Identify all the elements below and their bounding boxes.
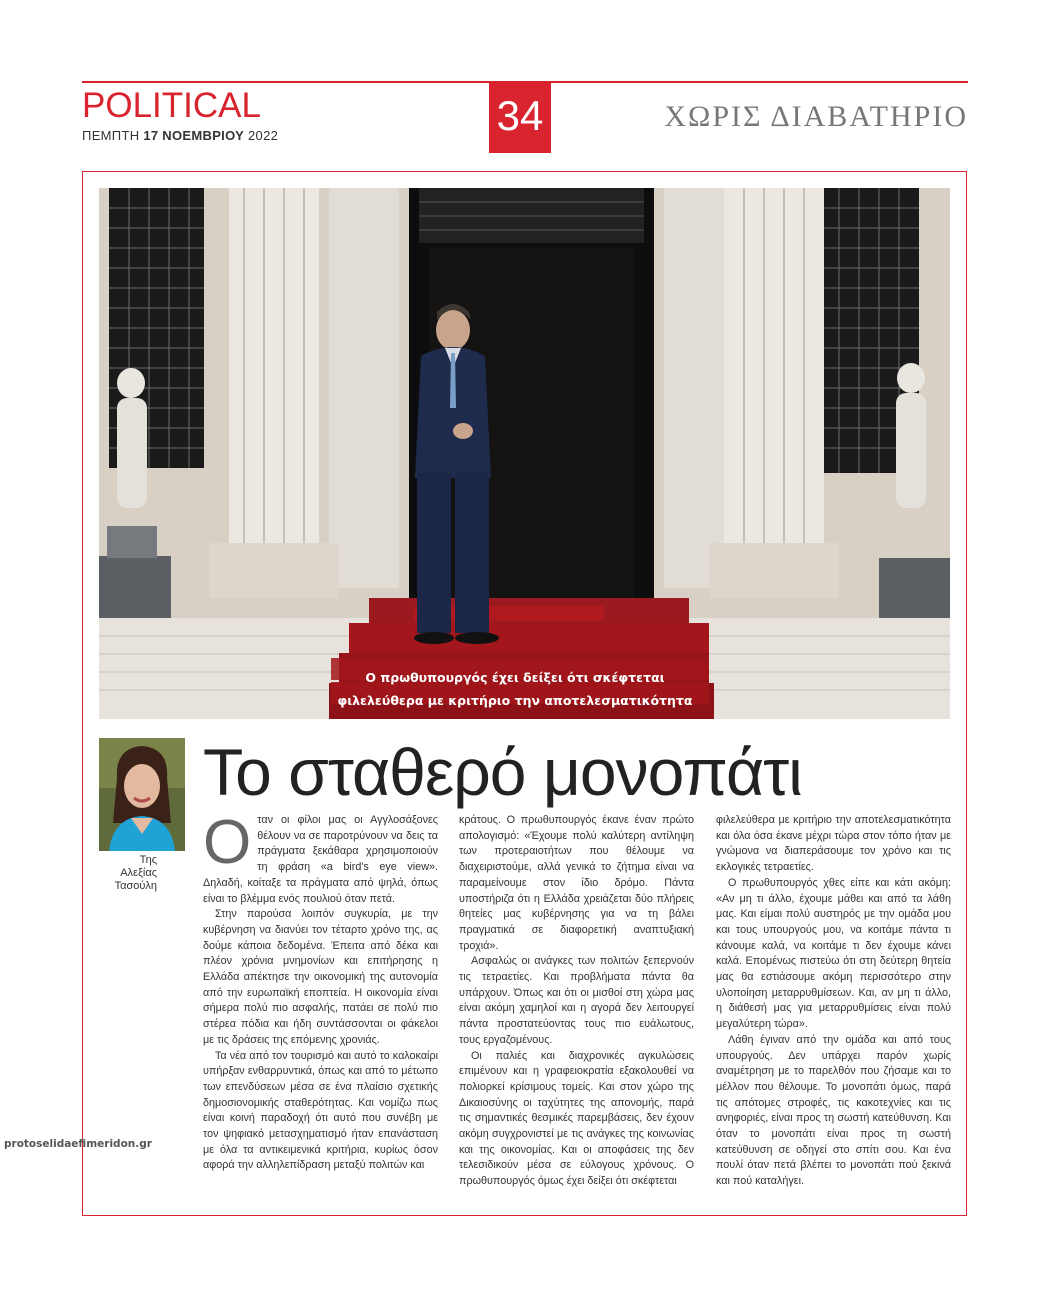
paragraph: Οταν οι φίλοι μας οι Αγγλοσάξονες θέλουν να σε παροτρύνουν να δεις τα πράγματα ξεκάθαρα χρησιμοποιούν τη φράση «a bird's eye view». Δηλαδή, κοίταξε τα πράγματα από ψηλά, όπως είναι το βλέμμα ενός πουλιού όταν πετά. [203, 808, 438, 905]
author-photo [99, 738, 185, 851]
site-watermark: protoselidaefimeridon.gr [4, 1138, 152, 1150]
paragraph: Οι παλιές και διαχρονικές αγκυλώσεις επιμένουν και η γραφειοκρατία εξακολουθεί να πολιορκεί κρίσιμους τομείς. Και στον χώρο της Δικαιοσύνης οι ταχύτητες της απονομής, παρά τις σημαντικές θεσμικές παρεμβάσεις, δεν έχουν ακόμη συγχρονιστεί με τις ανάγκες της κοινωνίας και της οικονομίας. Και οι αποφάσεις της δεν τελεσιδικούν μέσα σε εύλογους χρόνους. Ο πρωθυπουργός όμως έχει δείξει ότι σκέφτεται [459, 1049, 694, 1188]
date-bold: 17 ΝΟΕΜΒΡΙΟΥ [143, 128, 245, 143]
author-last-name: Τασούλη [114, 880, 157, 892]
photo-caption-line-1: Ο πρωθυπουργός έχει δείξει ότι σκέφτεται [365, 670, 665, 685]
paragraph: φιλελεύθερα με κριτήριο την αποτελεσματικότητα και όλα όσα έκανε μέχρι τώρα στον τόπο ήταν με γνώμονα να διαπεράσουμε τον χρόνο και τις εκλογικές τετραετίες. [716, 814, 951, 874]
section-name: POLITICAL [82, 86, 261, 125]
date-day: ΠΕΜΠΤΗ [82, 128, 144, 143]
drop-cap: Ο [203, 808, 252, 877]
photo-caption-line-2: φιλελεύθερα με κριτήριο την αποτελεσματικότητα [337, 693, 693, 708]
page-number: 34 [496, 92, 544, 139]
article-headline: Το σταθερό μονοπάτι [203, 735, 802, 809]
paragraph: Ασφαλώς οι ανάγκες των πολιτών ξεπερνούν τις τετραετίες. Και προβλήματα πάντα θα υπάρχουν. Όπως και ότι οι μισθοί στη χώρα μας είναι ακόμη χαμηλοί και η αγορά δεν λειτουργεί πάντα προστατεύοντας τους πιο ευάλωτους, τους εργαζομένους. [459, 955, 694, 1046]
issue-date [82, 128, 278, 143]
article-column-1 [203, 808, 438, 1174]
paragraph: Λάθη έγιναν από την ομάδα και από τους υπουργούς. Δεν υπάρχει παρόν χωρίς αναμέτρηση με το παρελθόν που ζήσαμε και το μέλλον που θέλουμε. Το μονοπάτι όμως, παρά τις απότομες στροφές, τις κακοτεχνίες και τις ανηφοριές, είναι προς τη σωστή κατεύθυνση. Και όταν το μονοπάτι είναι προς τη σωστή κατεύθυνση σε οδηγεί στο σπίτι σου. Και ένα πουλί όταν πετά βλέπει το μονοπάτι πού ξεκινά και πού καταλήγει. [716, 1033, 951, 1188]
paragraph: Στην παρούσα λοιπόν συγκυρία, με την κυβέρνηση να διανύει τον τέταρτο χρόνο της, ας δούμε κάποια δεδομένα. Έπειτα από δέκα και πλέον χρόνια μνημονίων και επιτήρησης η Ελλάδα απέκτησε την οικονομική της αυτονομία από την ευρωπαϊκή εποπτεία. Η οικονομία είναι σήμερα πολύ πιο ασφαλής, πατάει σε πολύ πιο στέρεα πόδια και ήδη συντάσσονται οι φάκελοι με τις δράσεις της επόμενης χρονιάς. [203, 908, 438, 1046]
paragraph: Τα νέα από τον τουρισμό και αυτό το καλοκαίρι υπήρξαν ενθαρρυντικά, όπως και από το μέτωπο των επενδύσεων μέσα σε ένα πλαίσιο σχετικής δημοσιονομικής σταθερότητας. Και νομίζω πως είναι κοινή παραδοχή ότι αυτό που συνέβη με τον ψηφιακό μετασχηματισμό ήταν επανάσταση με όλα τα αντικειμενικά κριτήρια, κυρίως όσον αφορά την αλληλεπίδραση μεταξύ πολιτών και [203, 1049, 438, 1172]
column-title: ΧΩΡΙΣ ΔΙΑΒΑΤΗΡΙΟ [664, 100, 968, 133]
paragraph: κράτους. Ο πρωθυπουργός έκανε έναν πρώτο απολογισμό: «Έχουμε πολύ καλύτερη αντίληψη των προτεραιοτήτων που θέλουμε να διαχειριστούμε, αλλά γενικά το ζήτημα είναι να παραμείνουμε στον ίδιο δρόμο. Πάντα υποστήριζα ότι η Ελλάδα χρειάζεται δύο πλήρεις θητείες μας κυβέρνησης για να τη βάλει πραγματικά σε διαφορετική αναπτυξιακή τροχιά». [459, 814, 694, 952]
main-photo [99, 188, 950, 719]
author-prefix: Της [139, 854, 157, 866]
article-column-2 [459, 813, 694, 1190]
date-year: 2022 [244, 128, 279, 143]
paragraph: Ο πρωθυπουργός χθες είπε και κάτι ακόμη: «Αν μη τι άλλο, έχουμε μάθει και από τα λάθη μας. Και είμαι πολύ αυστηρός με την ομάδα μου και τους υπουργούς μου, να κοιτάμε πάντα τι κάνουμε καλά, να κοιτάμε τι δεν έχουμε κάνει καλά. Επομένως πιστεύω ότι στη δεύτερη θητεία μας θα εστιάσουμε ακόμη περισσότερο στην υλοποίηση μεταρρυθμίσεων. Και, αν μη τι άλλο, η διάθεσή μας για μεταρρυθμίσεις είναι πολύ μεγαλύτερη τώρα». [716, 876, 951, 1031]
article-column-3 [716, 813, 951, 1190]
author-first-name: Αλεξίας [120, 867, 157, 879]
